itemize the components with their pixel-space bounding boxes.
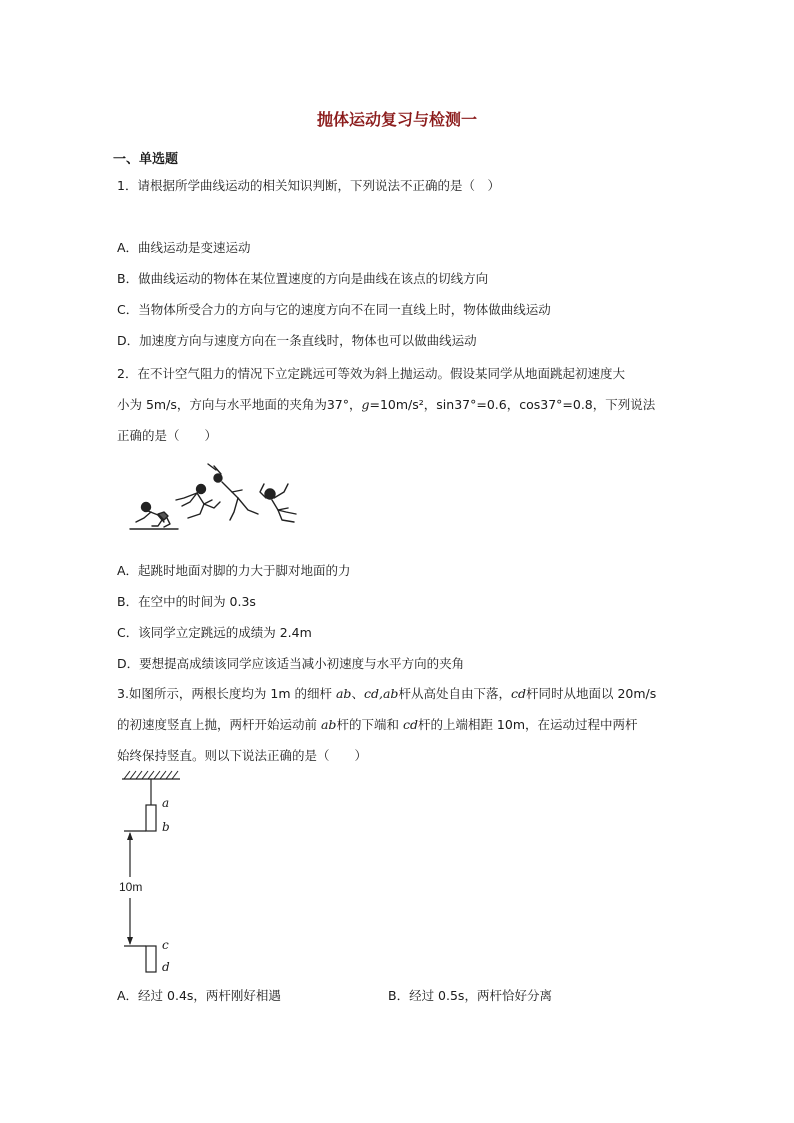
rods-diagram bbox=[110, 770, 200, 980]
question-2-option-c: C．该同学立定跳远的成绩为 2.4m bbox=[117, 625, 312, 640]
question-1-stem: 1．请根据所学曲线运动的相关知识判断，下列说法不正确的是（ ） bbox=[117, 178, 500, 193]
question-1-option-c: C．当物体所受合力的方向与它的速度方向不在同一直线上时，物体做曲线运动 bbox=[117, 302, 551, 317]
jumper-takeoff-figure bbox=[176, 485, 220, 519]
jumper-flight-figure bbox=[208, 464, 258, 520]
distance-label: 10m bbox=[119, 880, 143, 894]
question-3-option-b: B．经过 0.5s，两杆恰好分离 bbox=[388, 988, 552, 1003]
separator: , bbox=[378, 686, 383, 701]
question-1-option-b: B．做曲线运动的物体在某位置速度的方向是曲线在该点的切线方向 bbox=[117, 271, 489, 286]
question-3-line-1-part-a: 3.如图所示，两根长度均为 1m 的细杆 bbox=[117, 686, 336, 701]
question-2-stem-line-1: 2．在不计空气阻力的情况下立定跳远可等效为斜上抛运动。假设某同学从地面跳起初速度大 bbox=[117, 366, 625, 381]
question-3-line-2-part-a: 的初速度竖直上抛，两杆开始运动前 bbox=[117, 717, 321, 732]
question-1-option-a: A．曲线运动是变速运动 bbox=[117, 240, 251, 255]
question-2-option-a: A．起跳时地面对脚的力大于脚对地面的力 bbox=[117, 563, 351, 578]
rod-cd bbox=[146, 946, 156, 972]
question-3-stem-line-3: 始终保持竖直。则以下说法正确的是（ ） bbox=[117, 748, 368, 763]
jumper-landing-figure bbox=[260, 484, 296, 522]
question-2-stem-line-3: 正确的是（ ） bbox=[117, 428, 218, 443]
question-3-option-a: A．经过 0.4s，两杆刚好相遇 bbox=[117, 988, 281, 1003]
jumper-crouch-figure bbox=[130, 503, 178, 530]
label-d: d bbox=[162, 960, 170, 974]
arrow-down-head bbox=[127, 937, 133, 945]
rod-ab bbox=[146, 805, 156, 831]
rod-cd-symbol: cd bbox=[363, 686, 379, 701]
question-2-line-2-part-b: =10m/s²，sin37°=0.6，cos37°=0.8，下列说法 bbox=[369, 397, 656, 412]
rod-ab-symbol: ab bbox=[320, 717, 337, 732]
arrow-up-head bbox=[127, 832, 133, 840]
rod-cd-symbol: cd bbox=[402, 717, 418, 732]
question-3-line-2-part-b: 杆的下端和 bbox=[336, 717, 403, 732]
question-2-option-b: B．在空中的时间为 0.3s bbox=[117, 594, 256, 609]
question-2-line-2-part-a: 小为 5m/s，方向与水平地面的夹角为37°， bbox=[117, 397, 362, 412]
separator: 、 bbox=[351, 686, 364, 701]
question-2-stem-line-2 bbox=[117, 397, 655, 413]
page-title: 抛体运动复习与检测一 bbox=[316, 110, 477, 129]
question-3-line-1-part-c: 杆同时从地面以 20m/s bbox=[525, 686, 657, 701]
ceiling-hatching bbox=[124, 771, 178, 779]
long-jump-illustration bbox=[118, 462, 318, 532]
label-a: a bbox=[162, 796, 170, 810]
label-c: c bbox=[162, 938, 169, 952]
question-3-stem-line-2 bbox=[117, 717, 638, 733]
question-3-line-1-part-b: 杆从高处自由下落， bbox=[398, 686, 511, 701]
section-heading: 一、单选题 bbox=[113, 152, 179, 167]
question-3-stem-line-1 bbox=[117, 686, 656, 702]
gravity-symbol: g bbox=[361, 397, 370, 412]
question-3-line-2-part-c: 杆的上端相距 10m，在运动过程中两杆 bbox=[417, 717, 638, 732]
rod-ab-symbol: ab bbox=[382, 686, 399, 701]
label-b: b bbox=[162, 820, 170, 834]
question-1-option-d: D．加速度方向与速度方向在一条直线时，物体也可以做曲线运动 bbox=[117, 333, 477, 348]
rod-ab-symbol: ab bbox=[335, 686, 352, 701]
question-2-option-d: D．要想提高成绩该同学应该适当减小初速度与水平方向的夹角 bbox=[117, 656, 465, 671]
rod-cd-symbol: cd bbox=[510, 686, 526, 701]
